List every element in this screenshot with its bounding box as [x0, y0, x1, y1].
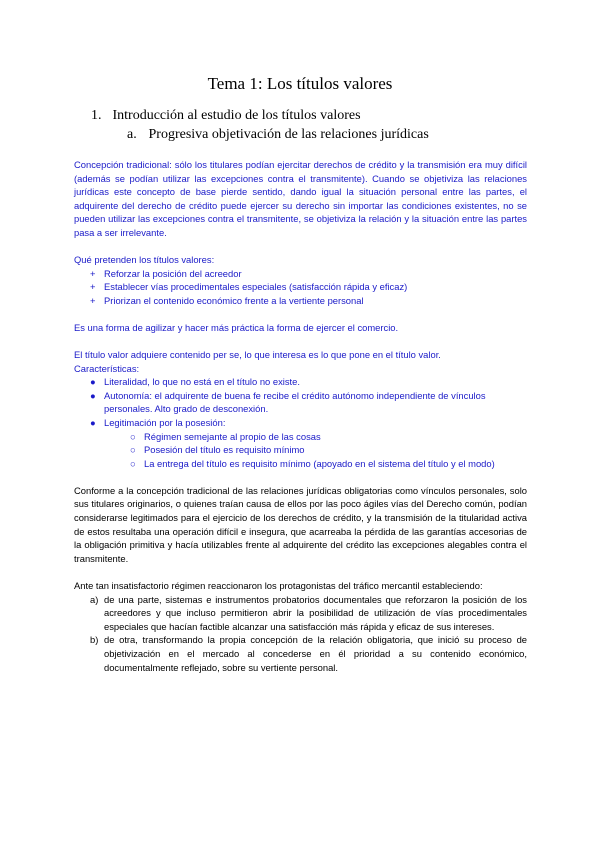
paragraph-agilizar: Es una forma de agilizar y hacer más práctica la forma de ejercer el comercio.: [74, 321, 399, 333]
circle-marker: ○: [130, 430, 136, 442]
caracteristicas-label: Características:: [74, 362, 140, 374]
list-item: ● Literalidad, lo que no está en el título no existe.: [90, 376, 300, 388]
alpha-marker: b): [90, 634, 99, 646]
list-item: ○ Régimen semejante al propio de las cosas: [130, 430, 321, 442]
list-item: ○ Posesión del título es requisito mínimo: [130, 444, 305, 456]
caracteristicas-list: [74, 375, 527, 429]
list-item: ○ La entrega del título es requisito mínimo (apoyado en el sistema del título y el modo): [130, 457, 495, 469]
alpha-list: [74, 593, 527, 675]
paragraph-conforme: Conforme a la concepción tradicional de las relaciones jurídicas obligatorias como vínculos personales, solo sus titulares originarios, o quienes traían causa de ellos por las poco ágiles vías del Derecho común, podían considerarse legitimados para el ejercicio de los derechos de crédito, y la transmisión de la titularidad activa de estos resultaba una operación difícil e insegura, que acarreaba la pérdida de las garantías accesorias de la obligación primitiva y hacía utilizables frente al adquirente del crédito las excepciones alegables contra el transmitente.: [74, 484, 527, 564]
list-item: ● Legitimación por la posesión:: [90, 417, 226, 428]
list-item: + Establecer vías procedimentales especiales (satisfacción rápida y eficaz): [90, 281, 408, 293]
plus-marker: +: [90, 281, 96, 293]
list-item: + Reforzar la posición del acreedor: [90, 267, 242, 279]
list-item: a) de una parte, sistemas e instrumentos probatorios documentales que reforzaron la posición de los acreedores y que incluso permitieron abrir la posibilidad de utilización de vías procedimentales especiales que hacían factible alcanzar una satisfacción más rápida y eficaz de sus intereses.: [90, 593, 527, 632]
circle-marker: ○: [130, 457, 136, 469]
circle-marker: ○: [130, 444, 136, 456]
list-item: b) de otra, transformando la propia concepción de la relación obligatoria, que inició su proceso de objetivización en el mercado al concederse en él prioridad a su contenido económico, documentalmente reflejado, sobre su vertiente personal.: [90, 634, 527, 673]
section-heading-text: Introducción al estudio de los títulos valores: [112, 108, 361, 123]
bullet-marker: ●: [90, 417, 96, 428]
paragraph-contenido: El título valor adquiere contenido per se, lo que interesa es lo que pone en el título valor.: [74, 349, 441, 361]
pretenden-intro: Qué pretenden los títulos valores:: [74, 254, 215, 266]
page-title: Tema 1: Los títulos valores: [207, 74, 393, 93]
document-body: [74, 158, 527, 674]
bullet-marker: ●: [90, 389, 96, 401]
paragraph-ante: Ante tan insatisfactorio régimen reaccionaron los protagonistas del tráfico mercantil estableciendo:: [74, 579, 483, 591]
subsection-heading: [127, 127, 429, 143]
section-number: 1.: [91, 108, 102, 123]
subsection-heading-text: Progresiva objetivación de las relaciones jurídicas: [148, 127, 429, 142]
section-heading: [91, 108, 361, 124]
pretenden-list: [74, 267, 527, 308]
list-item: ● Autonomía: el adquirente de buena fe recibe el crédito autónomo independiente de vínculos personales. Alto grado de desconexión.: [90, 389, 486, 415]
paragraph-concepcion: Concepción tradicional: sólo los titulares podían ejercitar derechos de crédito y la transmisión era muy difícil (además se podían utilizar las excepciones contra el transmitente). Cuando se objetiviza las relaciones jurídicas este concepto de base pierde sentido, dando igual la situación personal entre las partes, el adquirente del derecho de crédito puede ejercer su derecho sin importar las condiciones existentes, no se pueden utilizar las excepciones contra el transmitente, se objetiviza la relación y la situación entre las partes pasa a ser irrelevante.: [74, 159, 527, 238]
alpha-marker: a): [90, 593, 99, 605]
list-item: + Priorizan el contenido económico frente a la vertiente personal: [90, 294, 364, 306]
blue-notes: [74, 158, 527, 470]
bullet-marker: ●: [90, 376, 96, 388]
black-text: [74, 484, 527, 674]
plus-marker: +: [90, 267, 96, 279]
legitimacion-sublist: [74, 430, 527, 471]
subsection-letter: a.: [127, 127, 137, 142]
plus-marker: +: [90, 294, 96, 306]
